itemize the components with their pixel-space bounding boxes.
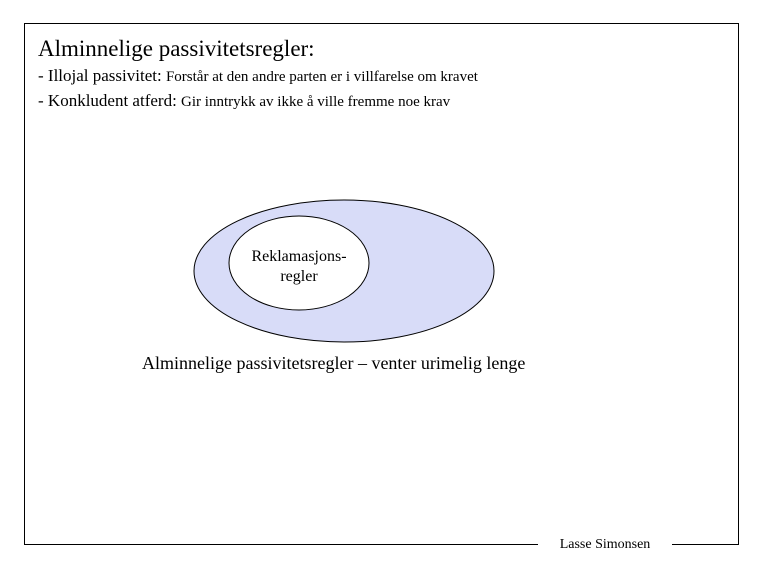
inner-label-line-2: regler [280,268,318,285]
bullet-definition: Forstår at den andre parten er i villfarelse om kravet [165,69,478,85]
bullet-definition: Gir inntrykk av ikke å ville fremme noe krav [181,94,451,110]
bullet-term: - Konkludent atferd: [38,91,177,110]
bullet-term: - Illojal passivitet: [38,66,162,85]
inner-label-line-1: Reklamasjons- [251,248,347,265]
inner-ellipse-label [232,247,366,287]
footer-author: Lasse Simonsen [559,537,651,552]
slide-title: Alminnelige passivitetsregler: [38,36,315,61]
outer-ellipse-caption: Alminnelige passivitetsregler – venter urimelig lenge [142,353,526,373]
